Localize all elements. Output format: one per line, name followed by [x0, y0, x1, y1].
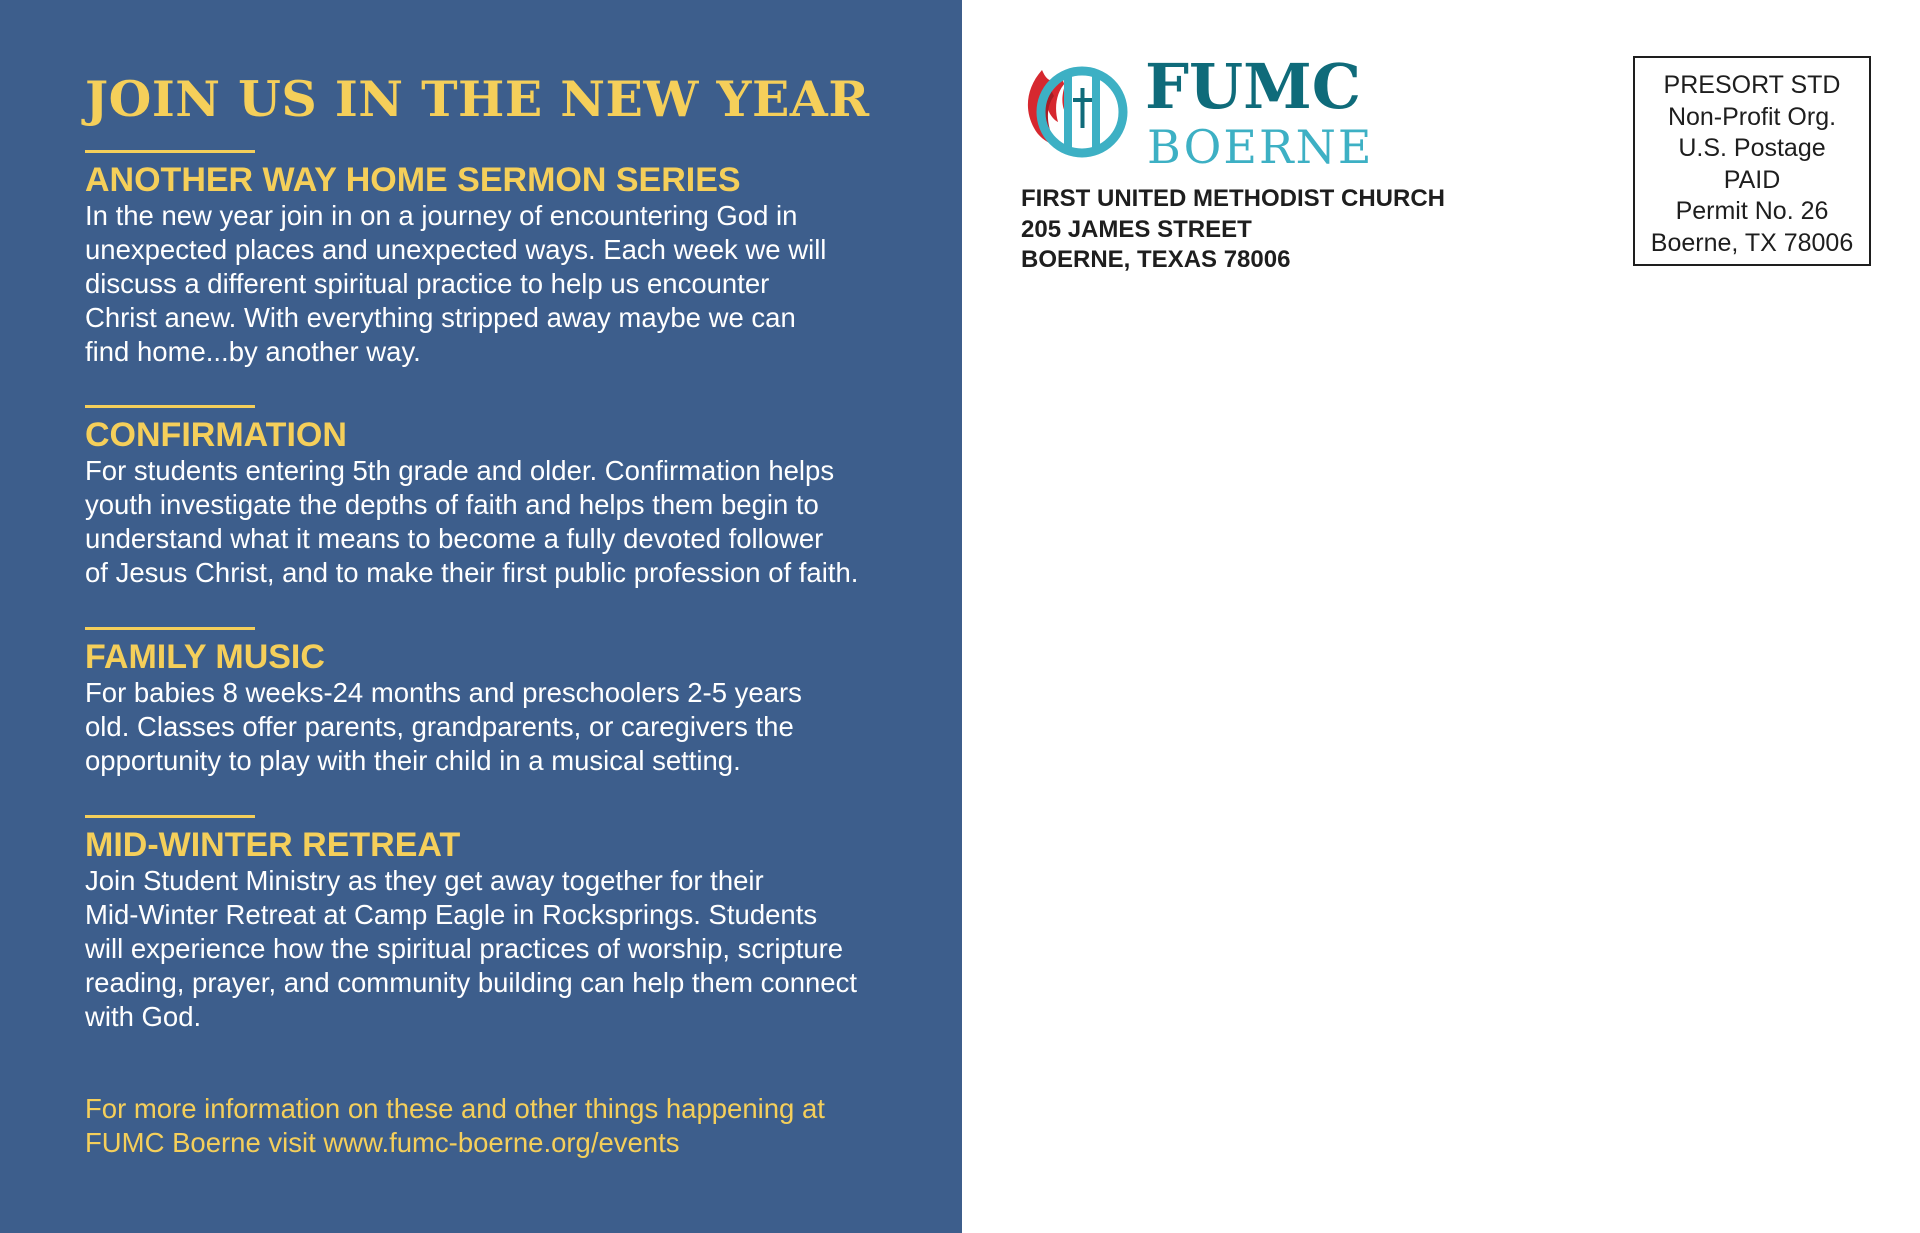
indicia-line: PAID — [1723, 165, 1781, 194]
section-divider — [85, 150, 255, 153]
church-logo — [1020, 50, 1374, 174]
indicia-line: Boerne, TX 78006 — [1650, 228, 1854, 257]
section-heading: CONFIRMATION — [85, 416, 347, 454]
section-body: In the new year join in on a journey of encountering God in unexpected places and unexpected ways. Each week we will discuss a different spiritual practice to help us encounter Christ anew. With everything stripped away maybe we can find home...by another way. — [85, 200, 827, 367]
section-confirmation — [85, 405, 885, 590]
postage-indicia — [1633, 56, 1871, 266]
address-line: FIRST UNITED METHODIST CHURCH — [1021, 185, 1445, 212]
section-sermon-series — [85, 150, 885, 369]
return-address — [1021, 184, 1445, 276]
indicia-line: PRESORT STD — [1663, 71, 1841, 99]
section-heading: MID-WINTER RETREAT — [85, 826, 461, 864]
section-divider — [85, 627, 255, 630]
section-heading: ANOTHER WAY HOME SERMON SERIES — [85, 161, 741, 199]
address-line: BOERNE, TEXAS 78006 — [1021, 246, 1291, 273]
address-line: 205 JAMES STREET — [1021, 215, 1252, 243]
section-family-music — [85, 627, 885, 778]
more-info-note: For more information on these and other things happening at FUMC Boerne visit www.fumc-boerne.org/events — [85, 1093, 825, 1158]
section-heading: FAMILY MUSIC — [85, 638, 325, 676]
logo-wordmark: FUMC — [1145, 50, 1362, 123]
section-divider — [85, 815, 255, 818]
indicia-line: Non-Profit Org. — [1667, 102, 1837, 131]
section-body: Join Student Ministry as they get away together for their Mid-Winter Retreat at Camp Eagle in Rocksprings. Students will experience how the spiritual practices of worship, scripture reading, prayer, and community building can help them connect with God. — [85, 865, 857, 1032]
section-body: For babies 8 weeks-24 months and preschoolers 2-5 years old. Classes offer parents, grandparents, or caregivers the opportunity to play with their child in a musical setting. — [85, 677, 802, 776]
logo-subtitle: BOERNE — [1147, 120, 1374, 174]
section-divider — [85, 405, 255, 408]
section-mid-winter-retreat — [85, 815, 885, 1034]
page-title: JOIN US IN THE NEW YEAR — [85, 70, 870, 128]
section-body: For students entering 5th grade and older. Confirmation helps youth investigate the depths of faith and helps them begin to understand what it means to become a fully devoted follower of Jesus Christ, and to make their first public profession of faith. — [85, 455, 859, 588]
indicia-line: Permit No. 26 — [1675, 197, 1829, 225]
indicia-line: U.S. Postage — [1678, 134, 1826, 162]
flame-cross-icon — [1020, 58, 1135, 168]
